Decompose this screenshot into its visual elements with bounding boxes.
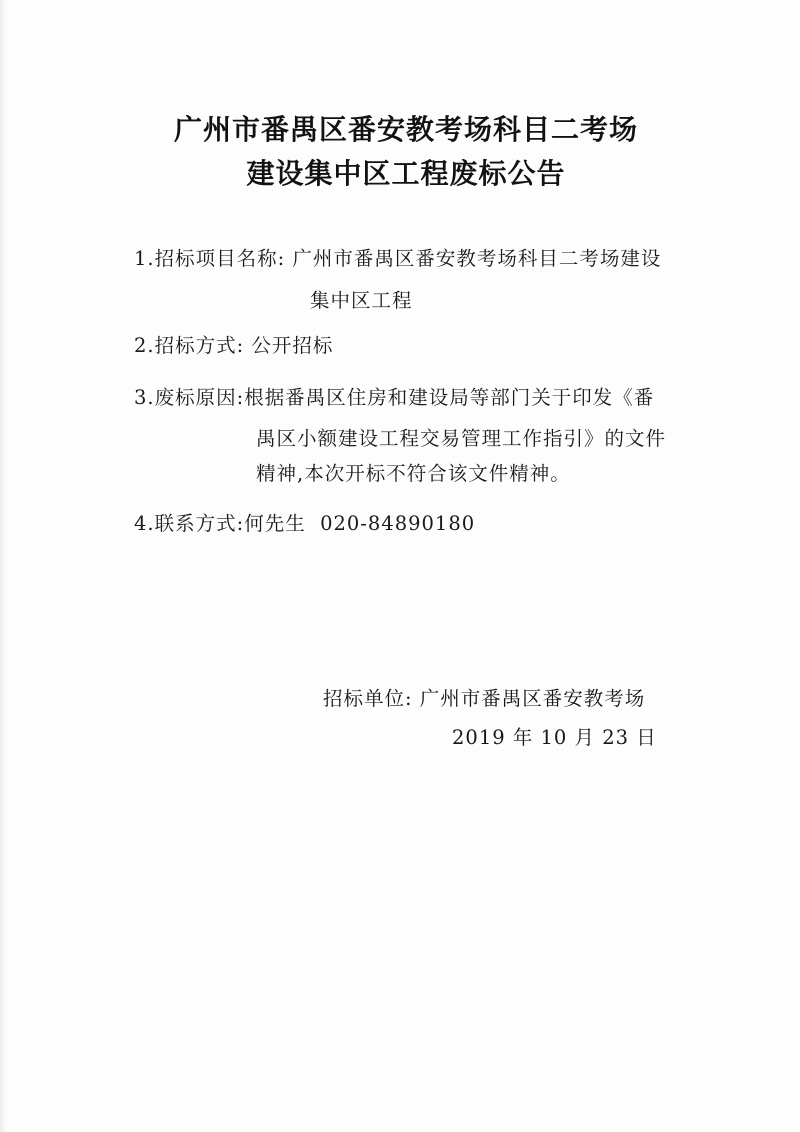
issuing-organization-name: 广州市番禺区番安教考场 [419,687,646,710]
item-number: 2. [134,334,155,357]
item-number: 4. [134,512,155,535]
issuing-organization-label: 招标单位: [323,687,413,710]
item-cancellation-reason-line-3: 精神,本次开标不符合该文件精神。 [256,462,571,485]
item-cancellation-reason [134,382,654,410]
item-project-name-continued: 集中区工程 [310,289,413,312]
item-bidding-method [134,330,333,358]
item-value: 根据番禺区住房和建设局等部门关于印发《番 [244,386,655,409]
item-number: 1. [134,247,155,270]
item-value: 何先生 020-84890180 [244,512,476,535]
item-value: 广州市番禺区番安教考场科目二考场建设 [292,247,662,270]
item-cancellation-reason-line-2: 禺区小额建设工程交易管理工作指引》的文件 [256,427,667,450]
item-number: 3. [134,386,155,409]
item-project-name [134,243,661,271]
document-title-line-2: 建设集中区工程废标公告 [246,157,566,190]
item-label: 废标原因: [154,386,245,409]
item-label: 招标项目名称: [154,247,286,270]
issue-date: 2019 年 10 月 23 日 [452,726,657,749]
item-value: 公开招标 [251,334,334,357]
item-label: 联系方式: [154,512,245,535]
issuing-organization [323,683,645,711]
item-contact [134,508,475,536]
document-title-line-1: 广州市番禺区番安教考场科目二考场 [173,113,638,146]
item-label: 招标方式: [154,334,245,357]
